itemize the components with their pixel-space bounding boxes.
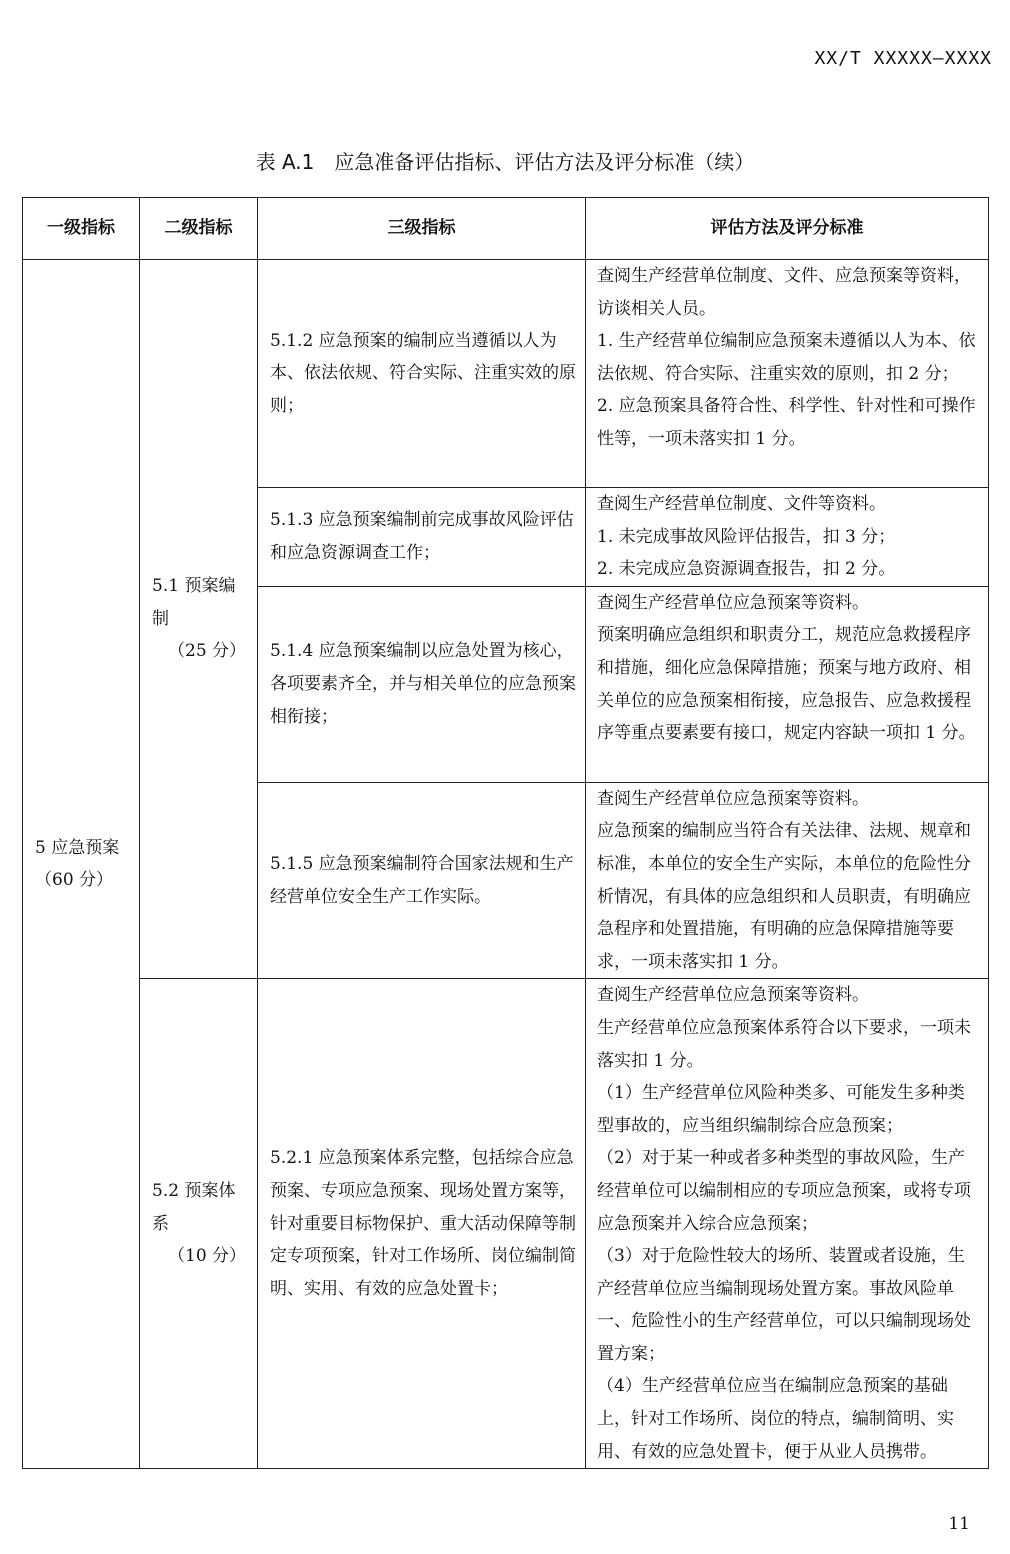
method-line: （2）对于某一种或者多种类型的事故风险，生产经营单位可以编制相应的专项应急预案，或将专项应急预案并入综合应急预案； — [597, 1148, 971, 1234]
method-cell — [586, 979, 989, 1469]
method-line: 预案明确应急组织和职责分工，规范应急救援程序和措施，细化应急保障措施；预案与地方政府、相关单位的应急预案相衔接，应急报告、应急救援程序等重点要素要有接口，规定内容缺一项扣 1 分。 — [597, 625, 976, 744]
method-cell — [586, 488, 989, 587]
level2-cell — [140, 260, 258, 979]
method-line: 生产经营单位应急预案体系符合以下要求，一项未落实扣 1 分。 — [597, 1017, 971, 1071]
level2-score: （10 分） — [168, 1246, 247, 1267]
method-line: 应急预案的编制应当符合有关法律、法规、规章和标准，本单位的安全生产实际，本单位的危险性分析情况，有具体的应急组织和人员职责，有明确应急程序和处置措施，有明确的应急保障措施等要求，一项未落实扣 1 分。 — [597, 821, 971, 972]
level2-cell — [140, 979, 258, 1469]
table-header-row — [23, 198, 989, 260]
level3-item: 5.1.4 应急预案编制以应急处置为核心，各项要素齐全，并与相关单位的应急预案相衔接； — [258, 586, 586, 782]
method-cell — [586, 782, 989, 979]
method-cell — [586, 586, 989, 782]
method-cell — [586, 260, 989, 488]
method-line: 2. 未完成应急资源调查报告，扣 2 分。 — [597, 559, 896, 580]
table-caption: 表 A.1 应急准备评估指标、评估方法及评分标准（续） — [255, 150, 755, 174]
method-line: 1. 未完成事故风险评估报告，扣 3 分； — [597, 526, 896, 547]
level2-score: （25 分） — [168, 641, 247, 662]
header-method: 评估方法及评分标准 — [586, 198, 989, 260]
page-number: 11 — [948, 1514, 970, 1534]
table-row — [23, 260, 989, 488]
table-row — [23, 979, 989, 1469]
header-level1: 一级指标 — [23, 198, 140, 260]
level2-title: 5.2 预案体 — [152, 1180, 236, 1201]
method-line: 1. 生产经营单位编制应急预案未遵循以人为本、依法依规、符合实际、注重实效的原则，扣 2 分； — [597, 331, 976, 384]
level2-title: 5.1 预案编 — [152, 576, 236, 597]
level1-cell — [23, 260, 140, 1469]
method-line: 查阅生产经营单位制度、文件等资料。 — [597, 494, 886, 514]
level1-title: 5 应急预案 — [35, 837, 120, 858]
level3-item: 5.2.1 应急预案体系完整，包括综合应急预案、专项应急预案、现场处置方案等，针对重要目标物保护、重大活动保障等制定专项预案，针对工作场所、岗位编制简明、实用、有效的应急处置卡； — [258, 979, 586, 1469]
method-line: 查阅生产经营单位制度、文件、应急预案等资料，访谈相关人员。 — [597, 266, 971, 319]
level3-item: 5.1.3 应急预案编制前完成事故风险评估和应急资源调查工作； — [258, 488, 586, 587]
method-line: 查阅生产经营单位应急预案等资料。 — [597, 788, 869, 809]
evaluation-table — [22, 197, 989, 1469]
method-line: 查阅生产经营单位应急预案等资料。 — [597, 985, 869, 1006]
method-line: 查阅生产经营单位应急预案等资料。 — [597, 592, 869, 613]
level3-item: 5.1.2 应急预案的编制应当遵循以人为本、依法依规、符合实际、注重实效的原则； — [258, 260, 586, 488]
level2-title-cont: 系 — [152, 1213, 169, 1234]
header-level2: 二级指标 — [140, 198, 258, 260]
level2-title-cont: 制 — [152, 608, 169, 629]
method-line: 2. 应急预案具备符合性、科学性、针对性和可操作性等，一项未落实扣 1 分。 — [597, 396, 976, 449]
level3-item: 5.1.5 应急预案编制符合国家法规和生产经营单位安全生产工作实际。 — [258, 782, 586, 979]
method-line: （1）生产经营单位风险种类多、可能发生多种类型事故的，应当组织编制综合应急预案； — [597, 1083, 965, 1136]
header-level3: 三级指标 — [258, 198, 586, 260]
method-line: （3）对于危险性较大的场所、装置或者设施，生产经营单位应当编制现场处置方案。事故风险单一、危险性小的生产经营单位，可以只编制现场处置方案； — [597, 1246, 971, 1364]
method-line: （4）生产经营单位应当在编制应急预案的基础上，针对工作场所、岗位的特点，编制简明、实用、有效的应急处置卡，便于从业人员携带。 — [597, 1376, 954, 1462]
level1-score: （60 分） — [35, 870, 114, 891]
standard-code: XX/T XXXXX—XXXX — [814, 48, 992, 69]
